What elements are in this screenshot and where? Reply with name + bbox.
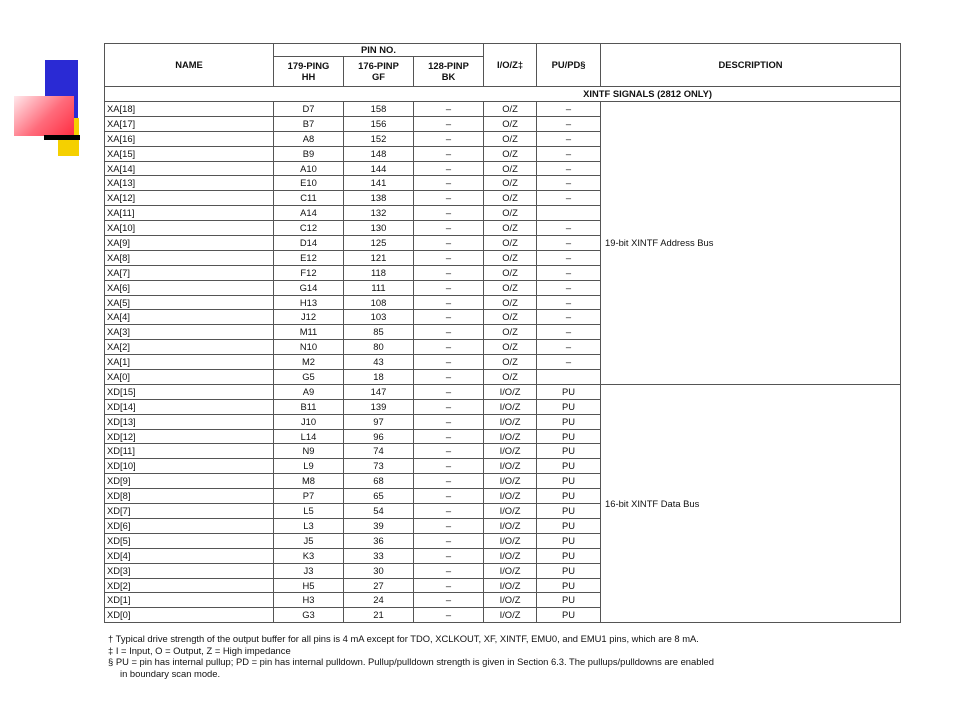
signal-name-cell: XA[13] — [105, 176, 274, 191]
pull-type-cell: – — [537, 102, 601, 117]
pin-176-cell: 108 — [344, 295, 414, 310]
pull-type-cell — [537, 370, 601, 385]
pin-128-cell: – — [414, 414, 484, 429]
pin-128-cell: – — [414, 176, 484, 191]
pull-type-cell: PU — [537, 504, 601, 519]
data-bus-description: 16-bit XINTF Data Bus — [601, 384, 901, 622]
pin-176-cell: 30 — [344, 563, 414, 578]
io-type-cell: I/O/Z — [484, 533, 537, 548]
pull-type-cell: PU — [537, 399, 601, 414]
pull-type-cell: PU — [537, 489, 601, 504]
pin-176-cell: 54 — [344, 504, 414, 519]
signal-name-cell: XA[1] — [105, 355, 274, 370]
pull-type-cell — [537, 206, 601, 221]
pull-type-cell: – — [537, 176, 601, 191]
pin-176-cell: 39 — [344, 518, 414, 533]
io-type-cell: O/Z — [484, 250, 537, 265]
pin-179-cell: B11 — [274, 399, 344, 414]
io-type-cell: O/Z — [484, 295, 537, 310]
io-type-cell: O/Z — [484, 116, 537, 131]
io-type-cell: O/Z — [484, 102, 537, 117]
io-type-cell: O/Z — [484, 280, 537, 295]
pin-176-cell: 80 — [344, 340, 414, 355]
signal-name-cell: XD[2] — [105, 578, 274, 593]
pull-type-cell: – — [537, 250, 601, 265]
pin-176-cell: 73 — [344, 459, 414, 474]
footnotes — [108, 633, 908, 679]
pin-128-cell: – — [414, 250, 484, 265]
pin-179-cell: M8 — [274, 474, 344, 489]
pin-128-cell: – — [414, 593, 484, 608]
pin-128-cell: – — [414, 102, 484, 117]
io-type-cell: O/Z — [484, 236, 537, 251]
pin-179-cell: M2 — [274, 355, 344, 370]
pin-179-cell: J5 — [274, 533, 344, 548]
pin-179-cell: H3 — [274, 593, 344, 608]
pull-type-cell: – — [537, 116, 601, 131]
io-type-cell: I/O/Z — [484, 489, 537, 504]
section-title-row — [105, 87, 901, 102]
signal-name-cell: XA[10] — [105, 221, 274, 236]
pin-176-cell: 24 — [344, 593, 414, 608]
pin-176-cell: 36 — [344, 533, 414, 548]
io-type-cell: O/Z — [484, 325, 537, 340]
signal-name-cell: XD[5] — [105, 533, 274, 548]
pin-176-cell: 65 — [344, 489, 414, 504]
pin-176-cell: 85 — [344, 325, 414, 340]
signal-name-cell: XD[15] — [105, 384, 274, 399]
signal-name-cell: XD[1] — [105, 593, 274, 608]
pin-176-cell: 43 — [344, 355, 414, 370]
signal-name-cell: XA[6] — [105, 280, 274, 295]
pin-179-cell: L9 — [274, 459, 344, 474]
pull-type-cell: PU — [537, 459, 601, 474]
pin-128-cell: – — [414, 325, 484, 340]
pin-179-cell: N9 — [274, 444, 344, 459]
pin-179-cell: G3 — [274, 608, 344, 623]
section-title — [105, 87, 901, 102]
signal-name-cell: XA[9] — [105, 236, 274, 251]
io-type-cell: O/Z — [484, 146, 537, 161]
pin-128-cell: – — [414, 459, 484, 474]
pin-128-cell: – — [414, 608, 484, 623]
pull-type-cell: PU — [537, 444, 601, 459]
io-type-cell: I/O/Z — [484, 593, 537, 608]
pin-176-cell: 68 — [344, 474, 414, 489]
pin-176-cell: 130 — [344, 221, 414, 236]
pull-type-cell: – — [537, 295, 601, 310]
pull-type-cell: – — [537, 340, 601, 355]
pin-179-cell: D7 — [274, 102, 344, 117]
io-type-cell: O/Z — [484, 340, 537, 355]
pin-128-cell: – — [414, 399, 484, 414]
pin-179-cell: J3 — [274, 563, 344, 578]
pin-128-cell: – — [414, 310, 484, 325]
pin-128-cell: – — [414, 518, 484, 533]
signal-name-cell: XA[16] — [105, 131, 274, 146]
pin-179-cell: A9 — [274, 384, 344, 399]
pin-128-cell: – — [414, 489, 484, 504]
signal-name-cell: XA[12] — [105, 191, 274, 206]
pin-128-cell: – — [414, 504, 484, 519]
pin-179-cell: B9 — [274, 146, 344, 161]
pin-176-cell: 103 — [344, 310, 414, 325]
header-row-top — [105, 44, 901, 57]
pin-179-cell: J10 — [274, 414, 344, 429]
pin-128-cell: – — [414, 355, 484, 370]
pin-128-cell: – — [414, 429, 484, 444]
signal-name-cell: XD[6] — [105, 518, 274, 533]
pull-type-cell: PU — [537, 384, 601, 399]
signal-name-cell: XA[3] — [105, 325, 274, 340]
pin-179-cell: H13 — [274, 295, 344, 310]
io-type-cell: I/O/Z — [484, 518, 537, 533]
pin-179-cell: E12 — [274, 250, 344, 265]
pin-176-cell: 18 — [344, 370, 414, 385]
pin-179-cell: L14 — [274, 429, 344, 444]
pull-type-cell: PU — [537, 578, 601, 593]
col-header-description: DESCRIPTION — [601, 44, 901, 87]
pull-type-cell: – — [537, 131, 601, 146]
pin-128-cell: – — [414, 221, 484, 236]
pull-type-cell: – — [537, 191, 601, 206]
address-bus-description: 19-bit XINTF Address Bus — [601, 102, 901, 385]
pin-176-cell: 148 — [344, 146, 414, 161]
io-type-cell: O/Z — [484, 370, 537, 385]
signal-name-cell: XA[18] — [105, 102, 274, 117]
col-header-176-pin: 176-PINP GF — [344, 57, 414, 87]
signal-name-cell: XD[10] — [105, 459, 274, 474]
signal-name-cell: XD[0] — [105, 608, 274, 623]
pin-179-cell: G14 — [274, 280, 344, 295]
pin-128-cell: – — [414, 563, 484, 578]
pin-179-cell: G5 — [274, 370, 344, 385]
pin-176-cell: 144 — [344, 161, 414, 176]
io-type-cell: I/O/Z — [484, 608, 537, 623]
io-type-cell: O/Z — [484, 310, 537, 325]
pin-179-cell: A10 — [274, 161, 344, 176]
pin-176-cell: 27 — [344, 578, 414, 593]
io-type-cell: I/O/Z — [484, 578, 537, 593]
slide-accent-red-block — [14, 96, 74, 136]
signal-name-cell: XD[12] — [105, 429, 274, 444]
pull-type-cell: PU — [537, 474, 601, 489]
io-type-cell: I/O/Z — [484, 384, 537, 399]
pull-type-cell: PU — [537, 548, 601, 563]
pull-type-cell: PU — [537, 533, 601, 548]
pull-type-cell: PU — [537, 414, 601, 429]
pull-type-cell: – — [537, 355, 601, 370]
pull-type-cell: PU — [537, 429, 601, 444]
pin-176-cell: 118 — [344, 265, 414, 280]
col-header-pupd: PU/PD§ — [537, 44, 601, 87]
pin-176-cell: 152 — [344, 131, 414, 146]
pull-type-cell: PU — [537, 593, 601, 608]
io-type-cell: O/Z — [484, 265, 537, 280]
pin-179-cell: M11 — [274, 325, 344, 340]
pin-128-cell: – — [414, 131, 484, 146]
col-header-io: I/O/Z‡ — [484, 44, 537, 87]
pin-128-cell: – — [414, 146, 484, 161]
pin-179-cell: N10 — [274, 340, 344, 355]
pin-176-cell: 141 — [344, 176, 414, 191]
col-header-name: NAME — [105, 44, 274, 87]
io-type-cell: I/O/Z — [484, 444, 537, 459]
pin-176-cell: 158 — [344, 102, 414, 117]
signal-name-cell: XA[17] — [105, 116, 274, 131]
pin-176-cell: 156 — [344, 116, 414, 131]
signal-name-cell: XA[11] — [105, 206, 274, 221]
col-header-128-pin: 128-PINP BK — [414, 57, 484, 87]
pin-179-cell: D14 — [274, 236, 344, 251]
pin-176-cell: 121 — [344, 250, 414, 265]
pin-179-cell: A14 — [274, 206, 344, 221]
pin-179-cell: L3 — [274, 518, 344, 533]
pull-type-cell: PU — [537, 608, 601, 623]
pull-type-cell: – — [537, 265, 601, 280]
pin-179-cell: L5 — [274, 504, 344, 519]
slide-accent-bar — [44, 135, 80, 140]
io-type-cell: I/O/Z — [484, 504, 537, 519]
pin-179-cell: C11 — [274, 191, 344, 206]
pull-type-cell: – — [537, 236, 601, 251]
io-type-cell: I/O/Z — [484, 474, 537, 489]
footnote-section: § PU = pin has internal pullup; PD = pin has internal pulldown. Pullup/pulldown strength is given in Section 6.3. The pullups/pulldowns are enabled — [108, 656, 714, 667]
pin-176-cell: 132 — [344, 206, 414, 221]
signal-name-cell: XD[14] — [105, 399, 274, 414]
signal-name-cell: XA[7] — [105, 265, 274, 280]
pin-179-cell: J12 — [274, 310, 344, 325]
pull-type-cell: – — [537, 310, 601, 325]
pull-type-cell: – — [537, 221, 601, 236]
footnote-double-dagger: ‡ I = Input, O = Output, Z = High impedance — [108, 644, 291, 656]
io-type-cell: I/O/Z — [484, 399, 537, 414]
pin-176-cell: 21 — [344, 608, 414, 623]
pin-179-cell: C12 — [274, 221, 344, 236]
footnote-section-continued: in boundary scan mode. — [120, 667, 221, 679]
xintf-pin-table — [104, 43, 901, 623]
pin-128-cell: – — [414, 370, 484, 385]
pin-128-cell: – — [414, 191, 484, 206]
io-type-cell: I/O/Z — [484, 548, 537, 563]
io-type-cell: O/Z — [484, 176, 537, 191]
io-type-cell: I/O/Z — [484, 563, 537, 578]
signal-name-cell: XA[2] — [105, 340, 274, 355]
pull-type-cell: PU — [537, 563, 601, 578]
pin-176-cell: 125 — [344, 236, 414, 251]
signal-name-cell: XA[5] — [105, 295, 274, 310]
pin-128-cell: – — [414, 161, 484, 176]
io-type-cell: I/O/Z — [484, 429, 537, 444]
signal-name-cell: XD[4] — [105, 548, 274, 563]
pull-type-cell: PU — [537, 518, 601, 533]
data-pin-row — [105, 384, 901, 399]
pin-176-cell: 97 — [344, 414, 414, 429]
pin-179-cell: A8 — [274, 131, 344, 146]
pin-128-cell: – — [414, 265, 484, 280]
signal-name-cell: XA[15] — [105, 146, 274, 161]
io-type-cell: O/Z — [484, 206, 537, 221]
signal-name-cell: XD[9] — [105, 474, 274, 489]
pull-type-cell: – — [537, 146, 601, 161]
pin-128-cell: – — [414, 340, 484, 355]
signal-name-cell: XD[7] — [105, 504, 274, 519]
pull-type-cell: – — [537, 325, 601, 340]
pin-128-cell: – — [414, 474, 484, 489]
pin-179-cell: E10 — [274, 176, 344, 191]
signal-name-cell: XD[3] — [105, 563, 274, 578]
pin-128-cell: – — [414, 444, 484, 459]
pin-176-cell: 138 — [344, 191, 414, 206]
pin-128-cell: – — [414, 578, 484, 593]
pin-179-cell: H5 — [274, 578, 344, 593]
pin-176-cell: 139 — [344, 399, 414, 414]
signal-name-cell: XD[8] — [105, 489, 274, 504]
pin-176-cell: 147 — [344, 384, 414, 399]
io-type-cell: O/Z — [484, 191, 537, 206]
pin-176-cell: 96 — [344, 429, 414, 444]
pin-128-cell: – — [414, 280, 484, 295]
io-type-cell: O/Z — [484, 221, 537, 236]
signal-name-cell: XA[4] — [105, 310, 274, 325]
pin-176-cell: 74 — [344, 444, 414, 459]
col-header-pin-no: PIN NO. — [274, 44, 484, 57]
section-title-text: XINTF SIGNALS (2812 ONLY) — [583, 88, 713, 100]
pin-179-cell: B7 — [274, 116, 344, 131]
signal-name-cell: XA[0] — [105, 370, 274, 385]
pin-128-cell: – — [414, 236, 484, 251]
pin-128-cell: – — [414, 295, 484, 310]
io-type-cell: O/Z — [484, 161, 537, 176]
pin-128-cell: – — [414, 533, 484, 548]
pin-128-cell: – — [414, 384, 484, 399]
pull-type-cell: – — [537, 280, 601, 295]
pin-128-cell: – — [414, 116, 484, 131]
pin-179-cell: K3 — [274, 548, 344, 563]
pin-179-cell: P7 — [274, 489, 344, 504]
io-type-cell: O/Z — [484, 131, 537, 146]
address-pin-row — [105, 102, 901, 117]
signal-name-cell: XD[11] — [105, 444, 274, 459]
signal-name-cell: XD[13] — [105, 414, 274, 429]
signal-name-cell: XA[8] — [105, 250, 274, 265]
footnote-dagger: † Typical drive strength of the output buffer for all pins is 4 mA except for TDO, XCLKOUT, XF, XINTF, EMU0, and EMU1 pins, which are 8 mA. — [108, 633, 699, 644]
io-type-cell: I/O/Z — [484, 459, 537, 474]
pin-179-cell: F12 — [274, 265, 344, 280]
pin-176-cell: 33 — [344, 548, 414, 563]
pin-176-cell: 111 — [344, 280, 414, 295]
col-header-179-pin: 179-PING HH — [274, 57, 344, 87]
pull-type-cell: – — [537, 161, 601, 176]
pin-128-cell: – — [414, 206, 484, 221]
signal-name-cell: XA[14] — [105, 161, 274, 176]
pin-128-cell: – — [414, 548, 484, 563]
io-type-cell: I/O/Z — [484, 414, 537, 429]
io-type-cell: O/Z — [484, 355, 537, 370]
